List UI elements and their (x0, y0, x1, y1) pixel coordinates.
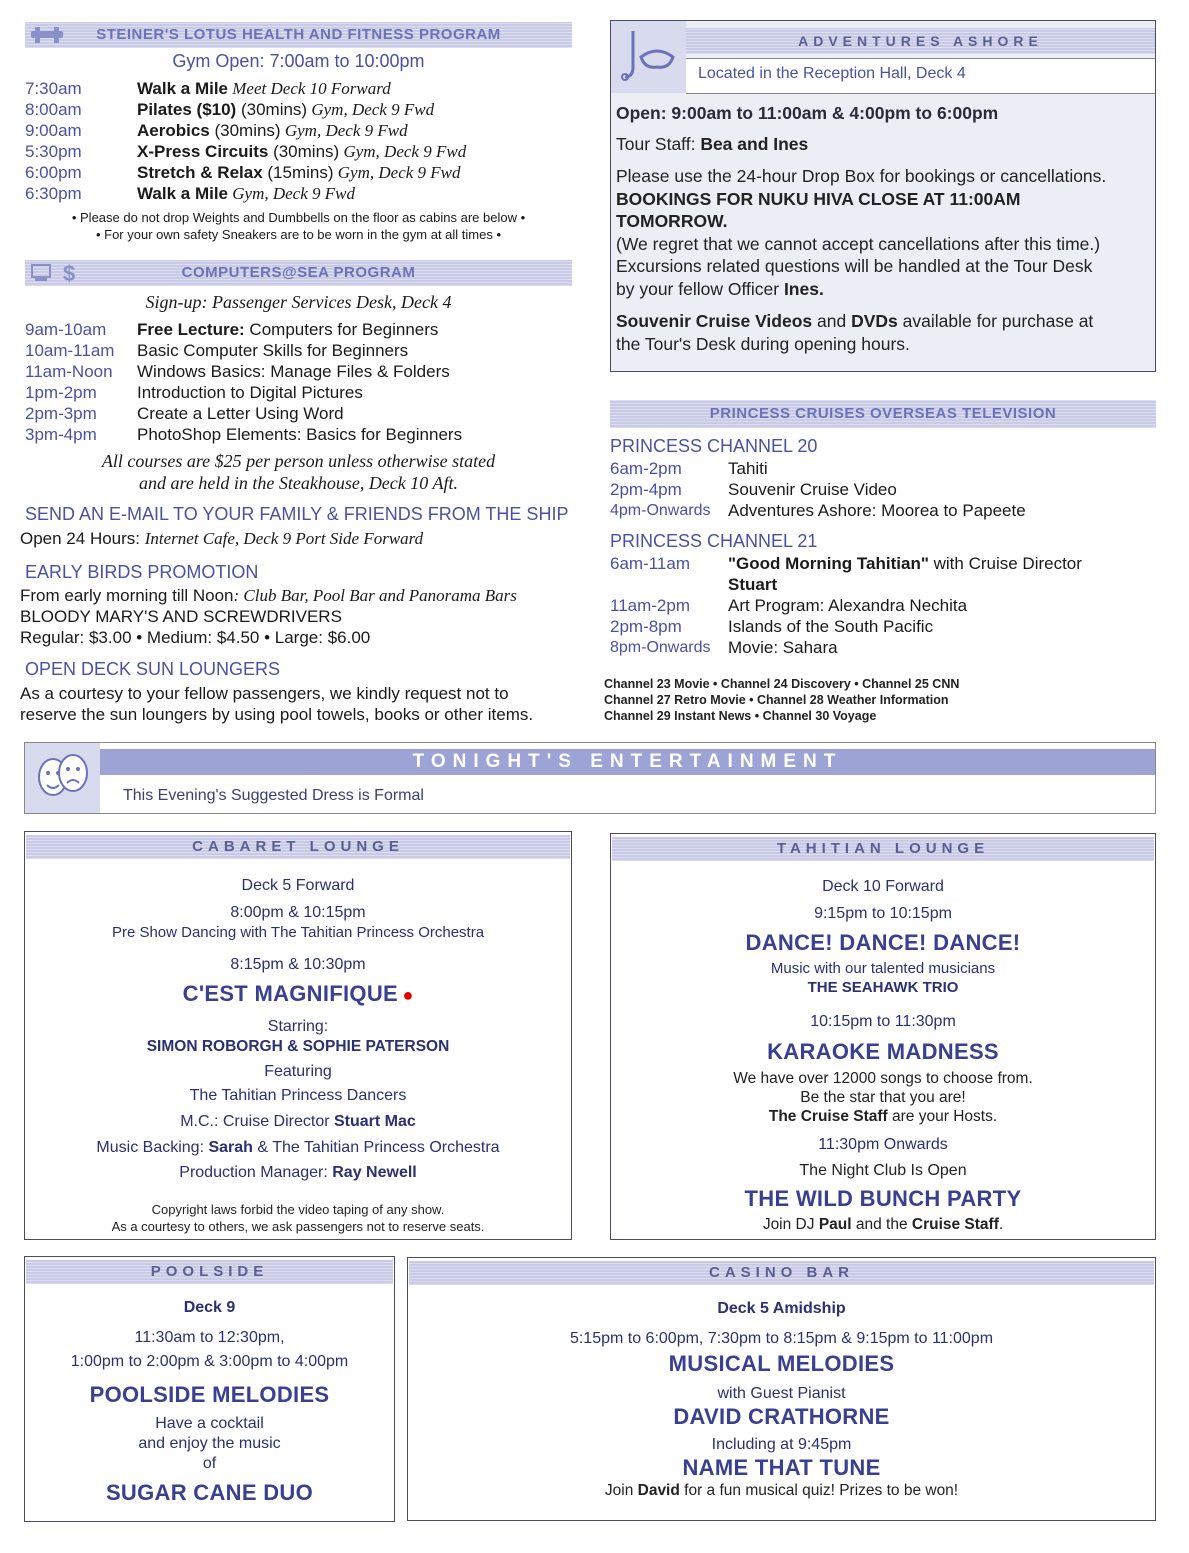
computers-schedule (25, 319, 585, 445)
staff-names: Bea and Ines (700, 133, 809, 154)
fitness-location: Gym, Deck 9 Fwd (339, 142, 467, 161)
tv-time: 4pm-Onwards (610, 502, 711, 519)
poolside-line-1: Have a cocktail (155, 1415, 264, 1432)
computers-note-2: and are held in the Steakhouse, Deck 10 Aft. (139, 473, 458, 493)
adventures-body (616, 102, 1152, 355)
handled-text: by your fellow Officer (616, 278, 784, 299)
casino-join (409, 1481, 1154, 1500)
tv-row (610, 479, 1160, 500)
computer-icon (29, 262, 89, 284)
fitness-time: 5:30pm (25, 142, 82, 161)
fitness-note-2: • For your own safety Sneakers are to be worn in the gym at all times • (95, 227, 502, 242)
tahitian-music: Music with our talented musicians (770, 960, 996, 977)
tv-row (610, 500, 1160, 521)
poolside-title: POOLSIDE (150, 1263, 269, 1280)
tv-time: 6am-2pm (610, 459, 682, 478)
fitness-row (25, 162, 585, 183)
fitness-schedule (25, 78, 585, 204)
music-label: Music Backing: (96, 1139, 209, 1156)
fitness-title-band (25, 22, 572, 48)
tahitian-songs: We have over 12000 songs to choose from. (733, 1070, 1033, 1087)
mc-name: Stuart Mac (334, 1113, 416, 1130)
tahitian-time-3: 11:30pm Onwards (818, 1136, 948, 1153)
loungers-text-2: reserve the sun loungers by using pool towels, books or other items. (20, 705, 534, 724)
channel-20-heading: PRINCESS CHANNEL 20 (610, 436, 818, 456)
loungers-heading: OPEN DECK SUN LOUNGERS (25, 659, 281, 679)
cabaret-starring: Starring: (267, 1018, 329, 1035)
join-text: Join (604, 1482, 638, 1499)
tv-host: Stuart (728, 575, 778, 594)
computers-note-1: All courses are $25 per person unless otherwise stated (101, 451, 496, 471)
cabaret-preshow: Pre Show Dancing with The Tahitian Princess Orchestra (111, 924, 485, 941)
fitness-location: Gym, Deck 9 Fwd (280, 121, 408, 140)
fitness-row (25, 120, 585, 141)
email-hours: Open 24 Hours: (20, 529, 145, 548)
course-time: 3pm-4pm (25, 425, 97, 444)
casino-guest: with Guest Pianist (717, 1385, 846, 1402)
souvenir-videos: Souvenir Cruise Videos (616, 311, 813, 331)
tv-time: 11am-2pm (610, 596, 690, 615)
early-line-1 (20, 585, 517, 607)
cabaret-dancers: The Tahitian Princess Dancers (189, 1087, 407, 1104)
early-bars: : Club Bar, Pool Bar and Panorama Bars (233, 586, 517, 605)
tv-row (610, 458, 1160, 479)
hosts-text: are your Hosts. (887, 1108, 998, 1125)
tv-title-band (610, 400, 1156, 428)
tahitian-show-2: KARAOKE MADNESS (767, 1039, 999, 1064)
music-name: Sarah (208, 1139, 253, 1156)
course-title: Basic Computer Skills for Beginners (137, 341, 409, 360)
early-heading: EARLY BIRDS PROMOTION (25, 562, 259, 582)
fitness-row (25, 183, 585, 204)
course-row (25, 340, 585, 361)
channel-21-heading: PRINCESS CHANNEL 21 (610, 531, 818, 551)
fitness-duration: (30mins) (268, 142, 340, 161)
fitness-activity: Walk a Mile (137, 184, 229, 203)
officer-name: Ines. (783, 278, 824, 299)
tonight-icon-area (25, 743, 100, 813)
cabaret-featuring: Featuring (264, 1063, 332, 1080)
fitness-activity: Aerobics (137, 121, 210, 140)
fitness-activity: Walk a Mile (137, 79, 229, 98)
snorkel-icon (619, 27, 679, 87)
tahitian-star: Be the star that you are! (800, 1089, 966, 1106)
course-title: PhotoShop Elements: Basics for Beginners (137, 425, 463, 444)
dress-code: This Evening's Suggested Dress is Formal (123, 787, 424, 804)
join-text: Join DJ (762, 1216, 819, 1233)
course-row (25, 424, 585, 445)
early-prices: Regular: $3.00 • Medium: $4.50 • Large: $6.00 (20, 628, 371, 647)
svg-text:$: $ (63, 262, 76, 284)
cabaret-copyright-2: As a courtesy to others, we ask passengers not to reserve seats. (111, 1219, 485, 1234)
channel-20-schedule (610, 458, 1160, 521)
adventures-title: ADVENTURES ASHORE (798, 33, 1043, 49)
course-title: Computers for Beginners (244, 320, 439, 339)
fitness-activity: Stretch & Relax (137, 163, 263, 182)
adventures-souvenir (616, 310, 1152, 333)
adventures-title-band (686, 28, 1155, 54)
tv-program-bold: "Good Morning Tahitian" (728, 554, 929, 573)
quiz-text: for a fun musical quiz! Prizes to be won! (679, 1482, 959, 1499)
fitness-time: 8:00am (25, 100, 82, 119)
tv-program: Souvenir Cruise Video (728, 480, 897, 499)
email-line (20, 528, 423, 550)
tahitian-show-3: THE WILD BUNCH PARTY (744, 1186, 1022, 1211)
tv-program: Tahiti (728, 459, 768, 478)
fitness-time: 9:00am (25, 121, 82, 140)
tahitian-club: The Night Club Is Open (799, 1162, 967, 1179)
channel-list (604, 676, 959, 724)
cabaret-deck: Deck 5 Forward (241, 877, 355, 894)
tv-row (610, 553, 1160, 574)
join-period: . (998, 1216, 1004, 1233)
tahitian-time-2: 10:15pm to 11:30pm (810, 1013, 956, 1030)
souvenir-dvds: DVDs (851, 311, 898, 331)
staff-label: Tour Staff: (616, 133, 701, 154)
tahitian-title-band (612, 837, 1154, 861)
tahitian-trio: THE SEAHAWK TRIO (807, 979, 959, 996)
course-title: Create a Letter Using Word (137, 404, 344, 423)
tv-time: 2pm-8pm (610, 617, 682, 636)
email-heading: SEND AN E-MAIL TO YOUR FAMILY & FRIENDS FROM THE SHIP (25, 504, 569, 524)
fitness-location: Gym, Deck 9 Fwd (333, 163, 461, 182)
adventures-souvenir-2: the Tour's Desk during opening hours. (616, 333, 910, 354)
fitness-note-1: • Please do not drop Weights and Dumbbells on the floor as cabins are below • (71, 210, 526, 225)
course-row (25, 382, 585, 403)
course-row (25, 403, 585, 424)
cabaret-content (26, 876, 570, 1235)
poolside-line-2: and enjoy the music (138, 1435, 281, 1452)
join-and: and the (851, 1216, 912, 1233)
course-title: Introduction to Digital Pictures (137, 383, 363, 402)
adventures-dropbox: Please use the 24-hour Drop Box for bookings or cancellations. (616, 166, 1107, 186)
adventures-open: Open: 9:00am to 11:00am & 4:00pm to 6:00pm (616, 103, 999, 123)
cabaret-show-line (26, 981, 570, 1007)
pianist-first-name: David (637, 1482, 680, 1499)
fitness-time: 7:30am (25, 79, 82, 98)
computers-title: COMPUTERS@SEA PROGRAM (181, 264, 416, 281)
poolside-line-3: of (202, 1455, 217, 1472)
cabaret-title-band (26, 835, 570, 859)
poolside-time-1: 11:30am to 12:30pm, (134, 1329, 285, 1346)
early-line-2: BLOODY MARY'S AND SCREWDRIVERS (20, 607, 342, 626)
channel-list-3: Channel 29 Instant News • Channel 30 Voyage (604, 709, 877, 723)
casino-times: 5:15pm to 6:00pm, 7:30pm to 8:15pm & 9:15pm to 11:00pm (569, 1330, 994, 1347)
cabaret-stars: SIMON ROBORGH & SOPHIE PATERSON (146, 1038, 450, 1055)
course-label: Free Lecture: (137, 320, 245, 339)
tv-program: Movie: Sahara (728, 638, 838, 657)
tv-time: 2pm-4pm (610, 480, 682, 499)
course-row (25, 361, 585, 382)
poolside-duo: SUGAR CANE DUO (105, 1480, 314, 1505)
cabaret-copyright-1: Copyright laws forbid the video taping of any show. (151, 1202, 445, 1217)
cabaret-show: C'EST MAGNIFIQUE (182, 981, 399, 1006)
course-time: 9am-10am (25, 320, 107, 339)
casino-deck: Deck 5 Amidship (717, 1300, 846, 1317)
channel-list-2: Channel 27 Retro Movie • Channel 28 Weather Information (604, 693, 949, 707)
computers-title-band (25, 260, 572, 286)
loungers-text-1: As a courtesy to your fellow passengers, we kindly request not to (20, 684, 509, 703)
adventures-icon-area (611, 21, 686, 93)
adventures-location: Located in the Reception Hall, Deck 4 (698, 65, 966, 82)
poolside-title-band (26, 1260, 393, 1284)
adventures-handled-2 (616, 278, 1152, 301)
fitness-row (25, 99, 585, 120)
casino-content (409, 1299, 1154, 1500)
tahitian-deck: Deck 10 Forward (822, 878, 944, 895)
tv-program: Adventures Ashore: Moorea to Papeete (728, 501, 1026, 520)
souvenir-text: available for purchase at (897, 311, 1094, 331)
course-time: 10am-11am (25, 341, 115, 360)
fitness-row (25, 141, 585, 162)
tv-row (610, 637, 1160, 658)
fitness-location: Gym, Deck 9 Fwd (228, 184, 356, 203)
theatre-masks-icon (31, 751, 95, 805)
production-name: Ray Newell (332, 1164, 417, 1181)
fitness-icon (29, 25, 65, 45)
casino-pianist: DAVID CRATHORNE (673, 1404, 890, 1429)
music-orchestra: & The Tahitian Princess Orchestra (252, 1139, 500, 1156)
dj-name: Paul (818, 1216, 852, 1233)
cabaret-music (26, 1138, 570, 1158)
course-time: 11am-Noon (25, 362, 113, 381)
fitness-duration: (30mins) (209, 121, 281, 140)
adventures-location-box (686, 58, 1155, 94)
computers-signup: Sign-up: Passenger Services Desk, Deck 4 (145, 292, 452, 312)
casino-title: CASINO BAR (708, 1264, 854, 1281)
casino-show-2: NAME THAT TUNE (682, 1455, 881, 1480)
tv-program: with Cruise Director (928, 554, 1082, 573)
fitness-row (25, 78, 585, 99)
cruise-staff: Cruise Staff (911, 1216, 999, 1233)
poolside-deck: Deck 9 (183, 1299, 236, 1316)
tv-program: Art Program: Alexandra Nechita (728, 596, 968, 615)
early-hours: From early morning till Noon (20, 586, 234, 605)
adventures-regret: (We regret that we cannot accept cancellations after this time.) (616, 233, 1101, 254)
mc-label: M.C.: Cruise Director (180, 1113, 334, 1130)
course-title: Windows Basics: Manage Files & Folders (137, 362, 450, 381)
course-time: 2pm-3pm (25, 404, 97, 423)
poolside-content (26, 1298, 393, 1506)
channel-21-schedule (610, 553, 1160, 658)
tv-title: PRINCESS CRUISES OVERSEAS TELEVISION (709, 405, 1057, 422)
fitness-activity: X-Press Circuits (137, 142, 269, 161)
fitness-duration: (15mins) (262, 163, 334, 182)
tv-time: 8pm-Onwards (610, 639, 711, 656)
fitness-title: STEINER'S LOTUS HEALTH AND FITNESS PROGRAM (96, 26, 501, 43)
fitness-location: Gym, Deck 9 Fwd (307, 100, 435, 119)
souvenir-and: and (812, 311, 852, 331)
tonight-title-band (100, 749, 1155, 775)
fitness-time: 6:30pm (25, 184, 82, 203)
hosts-name: The Cruise Staff (768, 1108, 888, 1125)
production-label: Production Manager: (179, 1164, 333, 1181)
adventures-bookings-2: TOMORROW. (616, 211, 728, 231)
tahitian-title: TAHITIAN LOUNGE (776, 840, 990, 857)
adventures-handled-1: Excursions related questions will be handled at the Tour Desk (616, 256, 1093, 276)
tv-row (610, 595, 1160, 616)
tv-time: 6am-11am (610, 554, 690, 573)
casino-title-band (409, 1261, 1154, 1285)
tahitian-time-1: 9:15pm to 10:15pm (814, 905, 952, 922)
adventures-staff-line (616, 133, 1152, 156)
tv-program: Islands of the South Pacific (728, 617, 934, 636)
tahitian-content (612, 877, 1154, 1234)
fitness-activity: Pilates ($10) (137, 100, 237, 119)
adventures-bookings-1: BOOKINGS FOR NUKU HIVA CLOSE AT 11:00AM (616, 188, 1021, 209)
fitness-duration: (30mins) (236, 100, 308, 119)
cabaret-time-2: 8:15pm & 10:30pm (230, 956, 366, 973)
casino-show: MUSICAL MELODIES (668, 1351, 895, 1376)
cabaret-mc (26, 1112, 570, 1132)
cabaret-production (26, 1163, 570, 1183)
poolside-show: POOLSIDE MELODIES (89, 1382, 330, 1407)
tv-row (610, 574, 1160, 595)
tahitian-show-1: DANCE! DANCE! DANCE! (745, 930, 1021, 955)
red-dot-icon: ● (402, 985, 414, 1005)
course-row (25, 319, 585, 340)
cabaret-title: CABARET LOUNGE (192, 838, 404, 855)
tv-row (610, 616, 1160, 637)
fitness-time: 6:00pm (25, 163, 82, 182)
poolside-time-2: 1:00pm to 2:00pm & 3:00pm to 4:00pm (70, 1353, 349, 1370)
tahitian-hosts (612, 1107, 1154, 1126)
channel-list-1: Channel 23 Movie • Channel 24 Discovery • Channel 25 CNN (604, 677, 960, 691)
email-location: Internet Cafe, Deck 9 Port Side Forward (144, 529, 424, 548)
cabaret-time-1: 8:00pm & 10:15pm (230, 904, 366, 921)
gym-open: Gym Open: 7:00am to 10:00pm (172, 51, 425, 71)
course-time: 1pm-2pm (25, 383, 97, 402)
tonight-title: TONIGHT'S ENTERTAINMENT (412, 751, 843, 772)
tahitian-join (612, 1215, 1154, 1234)
casino-including: Including at 9:45pm (711, 1436, 852, 1453)
fitness-location: Meet Deck 10 Forward (228, 79, 391, 98)
